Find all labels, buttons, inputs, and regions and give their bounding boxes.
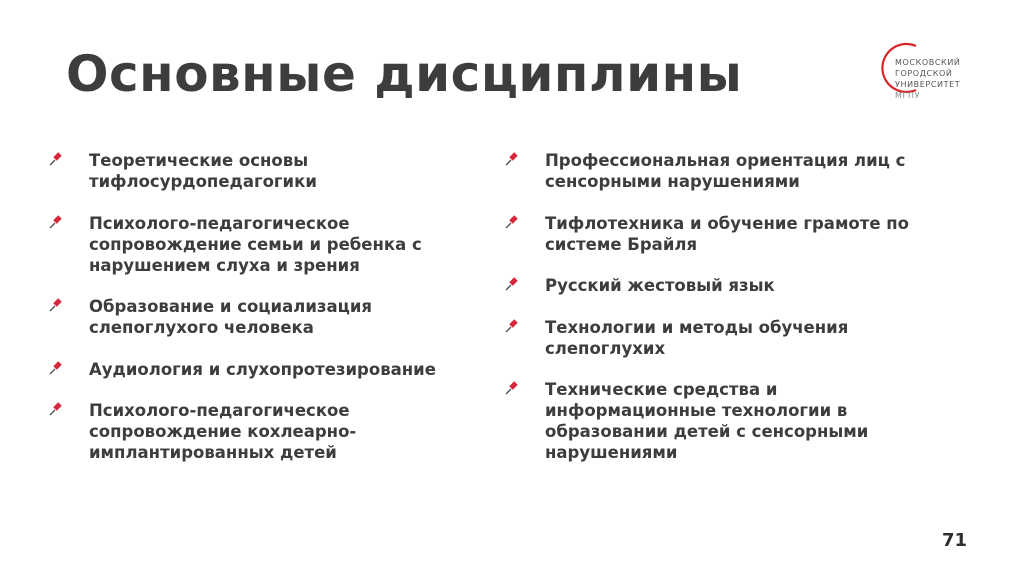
pushpin-icon <box>48 214 64 230</box>
logo-line: МГПУ <box>895 91 921 100</box>
list-item <box>48 400 478 463</box>
logo-line: ГОРОДСКОЙ <box>895 69 953 78</box>
university-logo <box>880 38 990 108</box>
page-number: 71 <box>942 530 968 551</box>
list-item-text: Тифлотехника и обучение грамоте по системе Брайля <box>545 213 909 254</box>
list-item-text: Теоретические основы тифлосурдопедагогики <box>89 151 317 191</box>
list-item <box>48 213 478 276</box>
list-item <box>48 296 478 338</box>
page-title: Основные дисциплины <box>66 45 743 103</box>
list-item-text: Русский жестовый язык <box>545 276 775 295</box>
list-item-text: Психолого-педагогическое сопровождение кохлеарно-имплантированных детей <box>89 401 357 462</box>
logo-text <box>895 57 960 101</box>
list-item <box>48 150 478 192</box>
list-item-text: Аудиология и слухопротезирование <box>89 359 436 379</box>
pushpin-icon <box>48 360 64 376</box>
list-item <box>504 275 954 296</box>
list-item <box>504 213 954 255</box>
list-item-text: Образование и социализация слепоглухого человека <box>89 297 372 337</box>
list-item-text: Профессиональная ориентация лиц с сенсорными нарушениями <box>545 151 906 191</box>
pushpin-icon <box>48 401 64 417</box>
list-item <box>504 317 954 359</box>
pushpin-icon <box>48 151 64 167</box>
pushpin-icon <box>504 380 520 396</box>
list-item-text: Технические средства и информационные технологии в образовании детей с сенсорными нарушениями <box>545 380 869 462</box>
list-item-text: Технологии и методы обучения слепоглухих <box>545 317 849 358</box>
right-column <box>504 150 954 484</box>
pushpin-icon <box>504 318 520 334</box>
list-item <box>504 379 954 463</box>
logo-line: МОСКОВСКИЙ <box>895 58 961 67</box>
left-column <box>48 150 478 484</box>
list-item-text: Психолого-педагогическое сопровождение семьи и ребенка с нарушением слуха и зрения <box>89 213 422 275</box>
pushpin-icon <box>504 276 520 292</box>
pushpin-icon <box>504 151 520 167</box>
list-item <box>48 359 478 380</box>
logo-line: УНИВЕРСИТЕТ <box>895 80 961 89</box>
pushpin-icon <box>48 297 64 313</box>
pushpin-icon <box>504 214 520 230</box>
list-item <box>504 150 954 192</box>
